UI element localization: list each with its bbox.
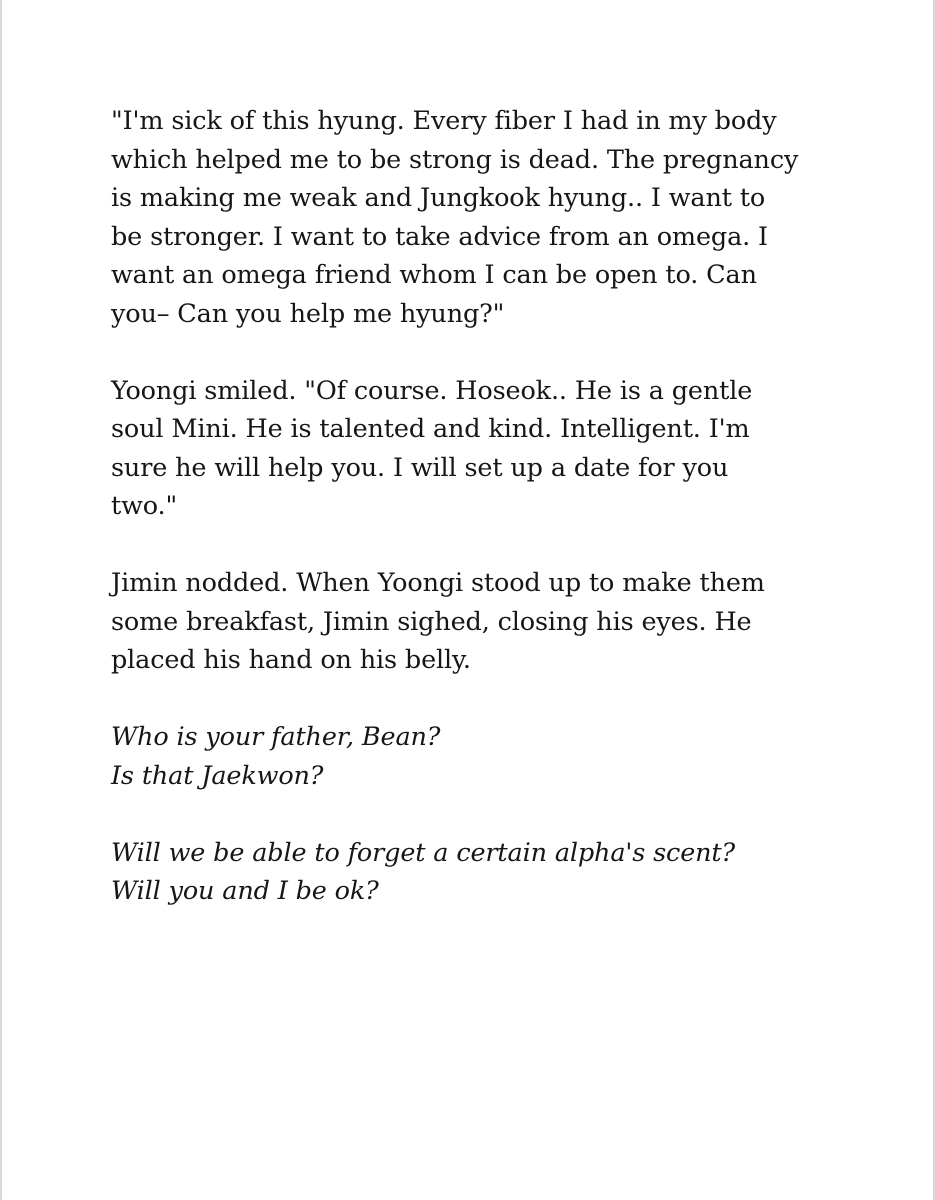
text-line: some breakfast, Jimin sighed, closing his eyes. He xyxy=(111,606,752,637)
text-line: sure he will help you. I will set up a date for you xyxy=(111,452,729,483)
paragraph-jimin-nods xyxy=(111,564,856,680)
text-line: Will we be able to forget a certain alpha's scent? xyxy=(111,837,736,868)
text-line: want an omega friend whom I can be open to. Can xyxy=(111,260,757,290)
text-line: be stronger. I want to take advice from an omega. I xyxy=(111,221,768,252)
paragraph-jimin-request xyxy=(111,102,856,333)
page-left-edge xyxy=(0,0,2,1200)
text-line: which helped me to be strong is dead. The pregnancy xyxy=(111,144,799,175)
text-line: soul Mini. He is talented and kind. Intelligent. I'm xyxy=(111,414,750,444)
story-text xyxy=(111,102,856,949)
text-line: you– Can you help me hyung?" xyxy=(111,298,505,329)
text-line: is making me weak and Jungkook hyung.. I want to xyxy=(111,183,766,213)
paragraph-inner-thought-2 xyxy=(111,834,856,911)
text-line: placed his hand on his belly. xyxy=(111,645,471,675)
paragraph-yoongi-reply xyxy=(111,372,856,526)
text-line: Will you and I be ok? xyxy=(111,876,379,906)
text-line: Yoongi smiled. "Of course. Hoseok.. He is a gentle xyxy=(111,375,753,406)
text-line: Who is your father, Bean? xyxy=(111,722,441,752)
text-line: two." xyxy=(111,491,178,521)
text-line: "I'm sick of this hyung. Every fiber I had in my body xyxy=(111,106,777,136)
paragraph-inner-thought-1 xyxy=(111,718,856,795)
text-line: Jimin nodded. When Yoongi stood up to make them xyxy=(111,568,765,598)
text-line: Is that Jaekwon? xyxy=(111,760,324,791)
